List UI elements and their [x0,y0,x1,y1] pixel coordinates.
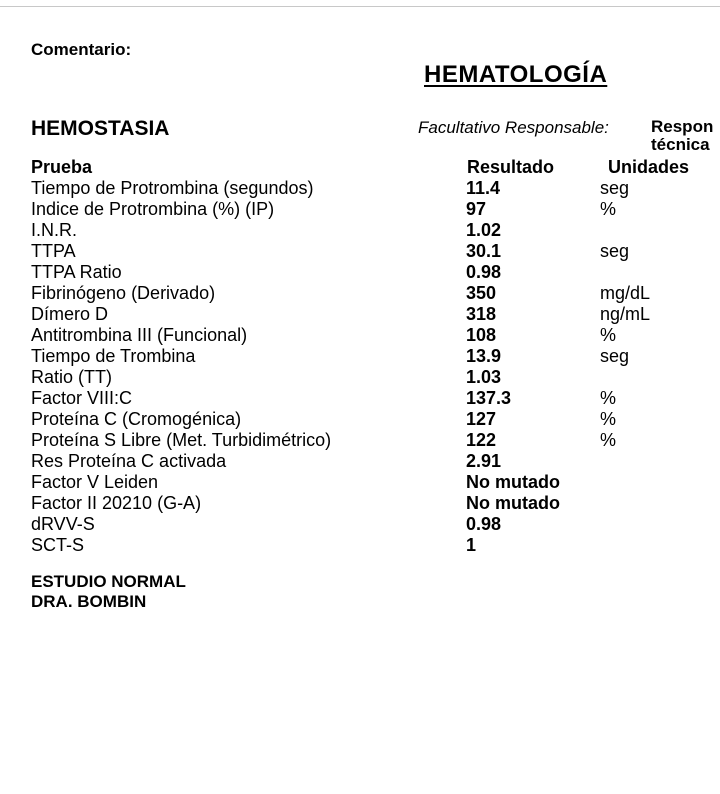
table-row [0,262,720,283]
table-row [0,535,720,556]
table-row [0,472,720,493]
table-row [0,346,720,367]
column-header-units: Unidades [608,157,690,177]
test-result: No mutado [466,493,560,513]
test-units: seg [600,241,630,261]
test-name: TTPA [31,241,76,261]
column-header-result: Resultado [467,157,555,177]
subsection-title: HEMOSTASIA [31,117,170,140]
test-result: 11.4 [466,178,501,198]
table-row [0,199,720,220]
table-row [0,220,720,241]
test-name: Ratio (TT) [31,367,112,387]
responsible-value-line2: técnica [651,135,710,154]
results-table [0,178,720,556]
test-name: Fibrinógeno (Derivado) [31,283,216,303]
test-result: 318 [466,304,497,324]
table-row [0,388,720,409]
test-result: 0.98 [466,514,502,534]
conclusion-line2: DRA. BOMBIN [31,592,147,611]
table-row [0,430,720,451]
top-divider [0,6,720,7]
test-result: 30.1 [466,241,502,261]
test-units: ng/mL [600,304,651,324]
test-name: Proteína C (Cromogénica) [31,409,242,429]
test-units: seg [600,178,630,198]
test-name: Dímero D [31,304,109,324]
test-result: 127 [466,409,497,429]
table-row [0,493,720,514]
test-units: % [600,430,617,450]
responsible-value [651,118,713,154]
test-units: % [600,199,617,219]
test-name: Tiempo de Trombina [31,346,196,366]
test-units: seg [600,346,630,366]
test-name: Indice de Protrombina (%) (IP) [31,199,275,219]
table-row [0,304,720,325]
table-row [0,241,720,262]
test-name: Res Proteína C activada [31,451,227,471]
test-result: 122 [466,430,497,450]
test-name: dRVV-S [31,514,95,534]
responsible-value-line1: Respon [651,117,714,136]
test-result: 1 [466,535,477,555]
table-row [0,283,720,304]
conclusion [31,572,186,612]
comment-label: Comentario: [31,40,132,59]
test-units: % [600,388,617,408]
table-row [0,367,720,388]
test-units: % [600,325,617,345]
test-result: 13.9 [466,346,502,366]
test-name: TTPA Ratio [31,262,122,282]
test-units: mg/dL [600,283,651,303]
test-name: Antitrombina III (Funcional) [31,325,248,345]
test-name: Factor V Leiden [31,472,159,492]
test-result: 1.03 [466,367,502,387]
test-result: 0.98 [466,262,502,282]
responsible-label: Facultativo Responsable: [418,118,609,137]
test-result: 350 [466,283,497,303]
test-result: 137.3 [466,388,512,408]
conclusion-line1: ESTUDIO NORMAL [31,572,186,591]
table-row [0,325,720,346]
test-name: Tiempo de Protrombina (segundos) [31,178,314,198]
section-title: HEMATOLOGÍA [424,61,608,88]
test-result: 2.91 [466,451,502,471]
test-name: I.N.R. [31,220,78,240]
table-row [0,451,720,472]
column-header-test: Prueba [31,157,93,177]
test-result: 1.02 [466,220,502,240]
test-units: % [600,409,617,429]
test-result: 108 [466,325,497,345]
test-result: 97 [466,199,487,219]
table-row [0,514,720,535]
table-row [0,409,720,430]
test-name: Factor VIII:C [31,388,133,408]
test-name: Proteína S Libre (Met. Turbidimétrico) [31,430,332,450]
table-row [0,178,720,199]
test-result: No mutado [466,472,560,492]
test-name: Factor II 20210 (G-A) [31,493,202,513]
test-name: SCT-S [31,535,85,555]
